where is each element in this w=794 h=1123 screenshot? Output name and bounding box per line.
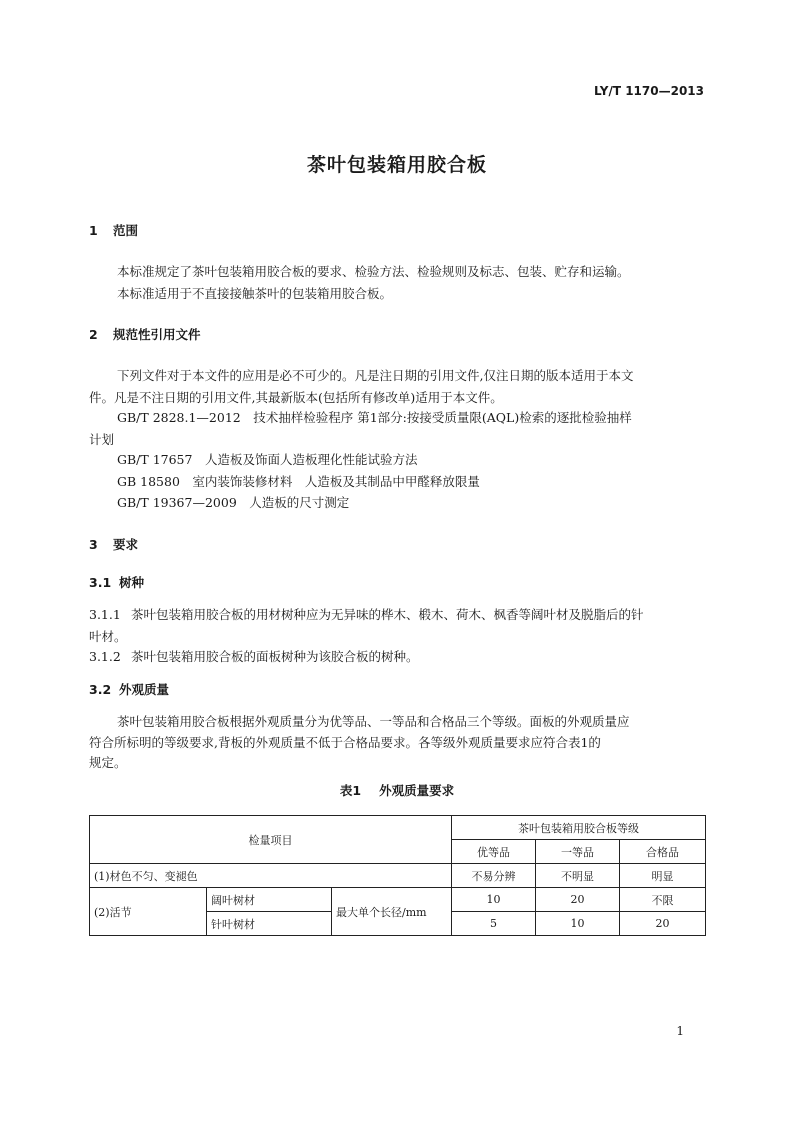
measure-cell: 最大单个长径/mm [332,888,452,936]
wood-type-cell: 针叶树材 [207,912,332,936]
subsection-3-2-heading [89,680,169,698]
clause-number: 3.1.1 [89,607,121,622]
paragraph: 规定。 [89,755,127,770]
table-header-row [90,816,706,840]
reference-item: GB/T 17657 人造板及饰面人造板理化性能试验方法 [117,452,418,467]
value-cell: 不限 [620,888,706,912]
table-row [90,864,706,888]
clause-3-1-1 [89,605,644,623]
paragraph: 符合所标明的等级要求,背板的外观质量不低于合格品要求。各等级外观质量要求应符合表1的 [89,735,601,750]
section-title: 外观质量 [119,682,170,697]
paragraph: 件。凡是不注日期的引用文件,其最新版本(包括所有修改单)适用于本文件。 [89,390,503,405]
value-cell: 10 [536,912,620,936]
value-cell: 20 [536,888,620,912]
section-title: 范围 [113,223,139,238]
value-cell: 5 [452,912,536,936]
value-cell: 10 [452,888,536,912]
page-number: 1 [676,1024,684,1038]
header-grade-cell: 一等品 [536,840,620,864]
section-3-heading [89,535,138,553]
paragraph: 下列文件对于本文件的应用是必不可少的。凡是注日期的引用文件,仅注日期的版本适用于本文 [117,368,634,383]
table-number: 表1 [339,783,362,798]
section-title: 规范性引用文件 [113,327,201,342]
section-number: 3 [89,537,98,552]
header-group-cell: 茶叶包装箱用胶合板等级 [452,816,706,840]
section-2-heading [89,325,201,343]
header-item-cell: 检量项目 [90,816,452,864]
value-cell: 明显 [620,864,706,888]
header-grade-cell: 合格品 [620,840,706,864]
clause-text: 茶叶包装箱用胶合板的面板树种为该胶合板的树种。 [131,649,419,664]
clause-number: 3.1.2 [89,649,121,664]
value-cell: 不明显 [536,864,620,888]
reference-item: GB 18580 室内装饰装修材料 人造板及其制品中甲醛释放限量 [117,474,480,489]
subsection-3-1-heading [89,573,144,591]
table-caption [0,781,794,799]
reference-item: GB/T 2828.1—2012 技术抽样检验程序 第1部分:按接受质量限(AQL)检索的逐批检验抽样 [117,410,632,425]
paragraph: 本标准适用于不直接接触茶叶的包装箱用胶合板。 [117,286,393,301]
section-number: 2 [89,327,98,342]
reference-item: 计划 [89,432,115,447]
table-row [90,888,706,912]
standard-code: LY/T 1170—2013 [593,84,704,98]
clause-3-1-2 [89,647,419,665]
paragraph: 茶叶包装箱用胶合板根据外观质量分为优等品、一等品和合格品三个等级。面板的外观质量应 [117,714,630,729]
section-title: 树种 [119,575,145,590]
header-grade-cell: 优等品 [452,840,536,864]
section-1-heading [89,221,138,239]
reference-item: GB/T 19367—2009 人造板的尺寸测定 [117,495,350,510]
table-title: 外观质量要求 [379,783,455,798]
item-cell: (1)材色不匀、变褪色 [90,864,452,888]
value-cell: 不易分辨 [452,864,536,888]
item-cell: (2)活节 [90,888,207,936]
paragraph: 叶材。 [89,629,127,644]
paragraph: 本标准规定了茶叶包装箱用胶合板的要求、检验方法、检验规则及标志、包装、贮存和运输。 [117,264,630,279]
wood-type-cell: 阔叶树材 [207,888,332,912]
document-title: 茶叶包装箱用胶合板 [306,154,487,176]
section-number: 3.2 [89,682,112,697]
value-cell: 20 [620,912,706,936]
section-number: 1 [89,223,98,238]
section-title: 要求 [113,537,139,552]
clause-text: 茶叶包装箱用胶合板的用材树种应为无异味的桦木、椴木、荷木、枫香等阔叶材及脱脂后的针 [131,607,644,622]
section-number: 3.1 [89,575,112,590]
appearance-quality-table [89,815,706,936]
